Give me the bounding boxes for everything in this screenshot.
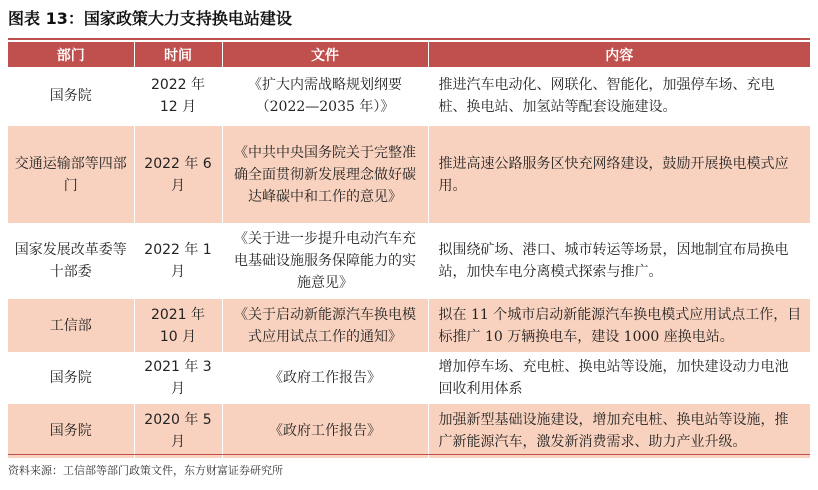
cell-file: 《扩大内需战略规划纲要（2022—2035 年）》 bbox=[222, 67, 428, 126]
title-rule bbox=[8, 38, 810, 40]
cell-time: 2020 年 5 月 bbox=[134, 404, 222, 459]
cell-dept: 国务院 bbox=[8, 404, 134, 459]
table-header-row bbox=[8, 42, 810, 67]
table-row bbox=[8, 404, 810, 459]
table-row bbox=[8, 224, 810, 299]
cell-time: 2021 年 3 月 bbox=[134, 353, 222, 404]
header-dept: 部门 bbox=[8, 42, 134, 67]
cell-content: 拟在 11 个城市启动新能源汽车换电模式应用试点工作，目标推广 10 万辆换电车，建设 1000 座换电站。 bbox=[428, 299, 810, 353]
header-content: 内容 bbox=[428, 42, 810, 67]
table-row bbox=[8, 67, 810, 126]
header-file: 文件 bbox=[222, 42, 428, 67]
cell-content: 拟围绕矿场、港口、城市转运等场景，因地制宜布局换电站，加快车电分离模式探索与推广。 bbox=[428, 224, 810, 299]
table-row bbox=[8, 299, 810, 353]
cell-file: 《关于启动新能源汽车换电模式应用试点工作的通知》 bbox=[222, 299, 428, 353]
header-time: 时间 bbox=[134, 42, 222, 67]
table-row bbox=[8, 126, 810, 224]
cell-dept: 国家发展改革委等十部委 bbox=[8, 224, 134, 299]
cell-content: 加强新型基础设施建设，增加充电桩、换电站等设施，推广新能源汽车，激发新消费需求、助力产业升级。 bbox=[428, 404, 810, 459]
cell-dept: 工信部 bbox=[8, 299, 134, 353]
cell-time: 2022 年 1 月 bbox=[134, 224, 222, 299]
cell-time: 2022 年 12 月 bbox=[134, 67, 222, 126]
cell-content: 增加停车场、充电桩、换电站等设施，加快建设动力电池回收利用体系 bbox=[428, 353, 810, 404]
bottom-rule bbox=[8, 454, 810, 455]
policy-table bbox=[8, 42, 810, 459]
cell-time: 2022 年 6 月 bbox=[134, 126, 222, 224]
cell-file: 《中共中央国务院关于完整准确全面贯彻新发展理念做好碳达峰碳中和工作的意见》 bbox=[222, 126, 428, 224]
figure-title: 图表 13：国家政策大力支持换电站建设 bbox=[8, 9, 292, 28]
cell-dept: 国务院 bbox=[8, 353, 134, 404]
cell-file: 《关于进一步提升电动汽车充电基础设施服务保障能力的实施意见》 bbox=[222, 224, 428, 299]
source-note: 资料来源：工信部等部门政策文件，东方财富证券研究所 bbox=[8, 464, 283, 477]
table-row bbox=[8, 353, 810, 404]
cell-time: 2021 年 10 月 bbox=[134, 299, 222, 353]
cell-content: 推进高速公路服务区快充网络建设，鼓励开展换电模式应用。 bbox=[428, 126, 810, 224]
cell-dept: 交通运输部等四部门 bbox=[8, 126, 134, 224]
cell-file: 《政府工作报告》 bbox=[222, 404, 428, 459]
cell-content: 推进汽车电动化、网联化、智能化，加强停车场、充电桩、换电站、加氢站等配套设施建设。 bbox=[428, 67, 810, 126]
cell-dept: 国务院 bbox=[8, 67, 134, 126]
cell-file: 《政府工作报告》 bbox=[222, 353, 428, 404]
